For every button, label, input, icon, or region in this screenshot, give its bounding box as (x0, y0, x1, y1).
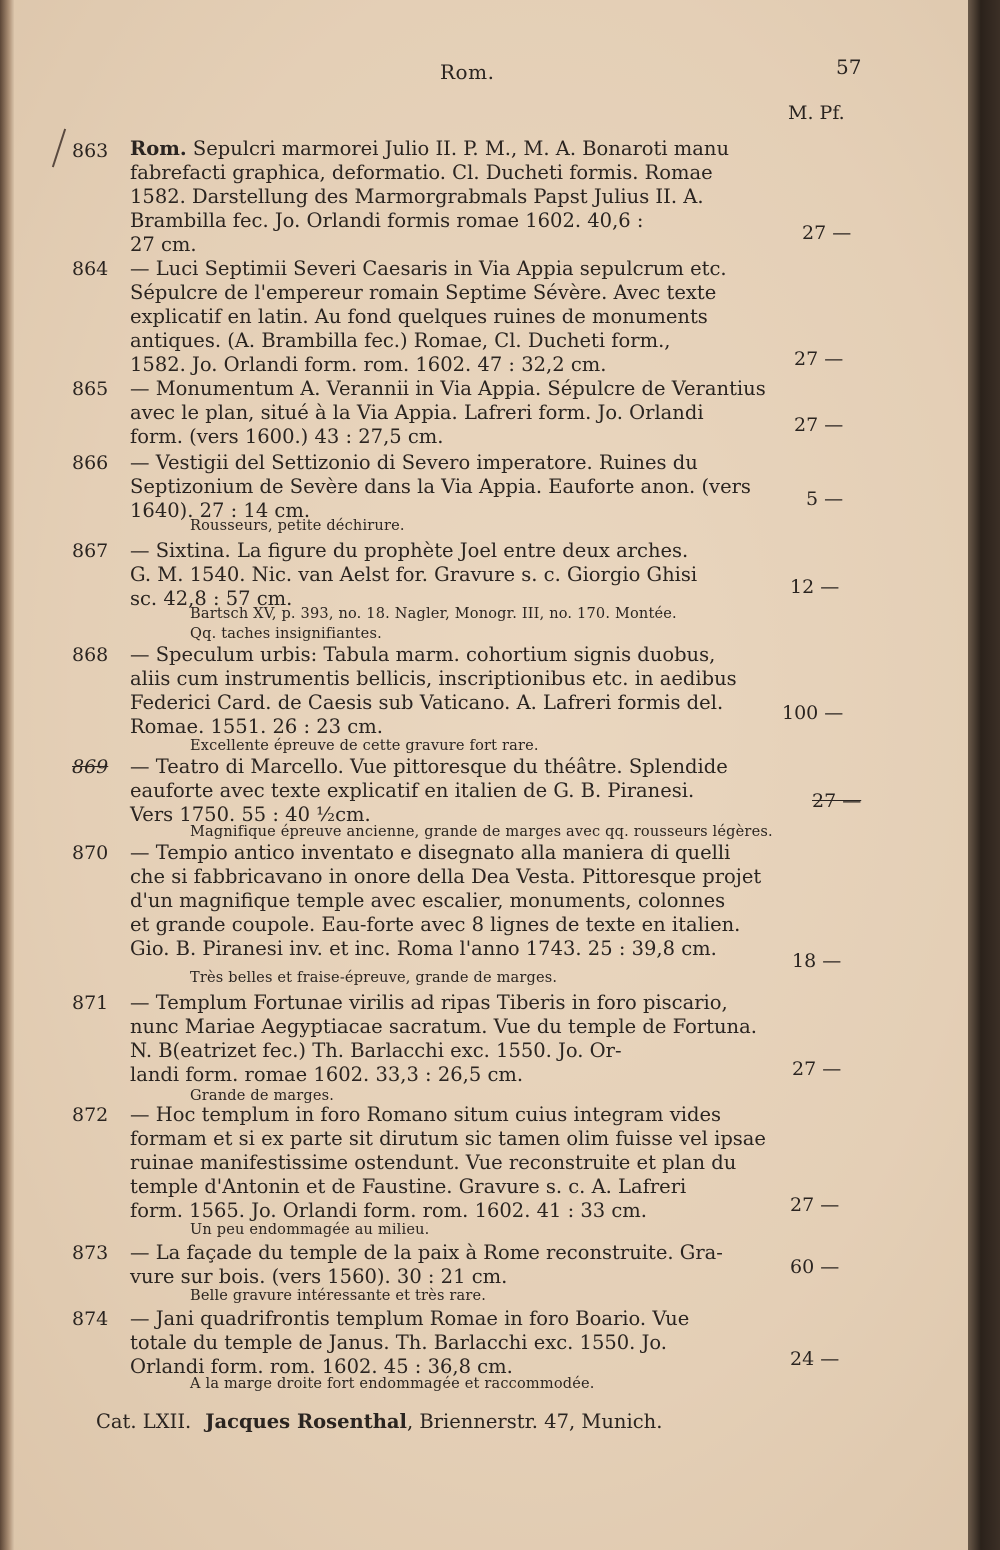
entry-number: 871 (72, 992, 109, 1014)
entry-line: ruinae manifestissime ostendunt. Vue reconstruite et plan du (130, 1151, 737, 1174)
entry-line: — Monumentum A. Verannii in Via Appia. Sépulcre de Verantius (130, 377, 766, 400)
entry-number: 866 (72, 452, 109, 474)
entry-note: Excellente épreuve de cette gravure fort rare. (190, 738, 539, 754)
entry-price: 60 — (790, 1256, 840, 1278)
entry-line: form. 1565. Jo. Orlandi form. rom. 1602. 41 : 33 cm. (130, 1199, 647, 1222)
dealer-name: Jacques Rosenthal (205, 1410, 407, 1433)
entry-line: Romae. 1551. 26 : 23 cm. (130, 715, 383, 738)
entry-line: Vers 1750. 55 : 40 ½cm. (130, 803, 371, 826)
entry-note: Belle gravure intéressante et très rare. (190, 1288, 487, 1304)
entry-number: 863 (72, 140, 109, 162)
entry-line: — Luci Septimii Severi Caesaris in Via Appia sepulcrum etc. (130, 257, 727, 280)
catalog-footer (96, 1410, 662, 1433)
entry-price: 27 — (794, 348, 844, 370)
entry-number: 868 (72, 644, 109, 666)
entry-line: G. M. 1540. Nic. van Aelst for. Gravure s. c. Giorgio Ghisi (130, 563, 698, 586)
entry-line: et grande coupole. Eau-forte avec 8 lignes de texte en italien. (130, 913, 741, 936)
entry-note: Qq. taches insignifiantes. (190, 626, 382, 642)
margin-pencil-mark (52, 129, 66, 168)
entry-number: 867 (72, 540, 109, 562)
entry-price: 24 — (790, 1348, 840, 1370)
entry-line: — Teatro di Marcello. Vue pittoresque du théâtre. Splendide (130, 755, 728, 778)
entry-note: Magnifique épreuve ancienne, grande de marges avec qq. rousseurs légères. (190, 824, 773, 840)
entry-line: 1582. Darstellung des Marmorgrabmals Papst Julius II. A. (130, 185, 704, 208)
entry-line: Brambilla fec. Jo. Orlandi formis romae 1602. 40,6 : (130, 209, 644, 232)
entry-line: Septizonium de Sevère dans la Via Appia. Eauforte anon. (vers (130, 475, 751, 498)
entry-line: — La façade du temple de la paix à Rome reconstruite. Gra- (130, 1241, 723, 1264)
entry-line: che si fabbricavano in onore della Dea Vesta. Pittoresque projet (130, 865, 762, 888)
entry-note: Bartsch XV, p. 393, no. 18. Nagler, Monogr. III, no. 170. Montée. (190, 606, 677, 622)
entry-line: N. B(eatrizet fec.) Th. Barlacchi exc. 1550. Jo. Or- (130, 1039, 622, 1062)
entry-line: 1640). 27 : 14 cm. (130, 499, 311, 522)
catalog-number: Cat. LXII. (96, 1410, 192, 1433)
entry-line: nunc Mariae Aegyptiacae sacratum. Vue du temple de Fortuna. (130, 1015, 757, 1038)
entry-line: Sépulcre de l'empereur romain Septime Sévère. Avec texte (130, 281, 717, 304)
entry-price: 27 — (790, 1194, 840, 1216)
entry-note: Grande de marges. (190, 1088, 335, 1104)
entry-line: — Vestigii del Settizonio di Severo imperatore. Ruines du (130, 451, 698, 474)
entry-note: A la marge droite fort endommagée et raccommodée. (190, 1376, 595, 1392)
entry-line: 1582. Jo. Orlandi form. rom. 1602. 47 : 32,2 cm. (130, 353, 607, 376)
entry-number: 872 (72, 1104, 109, 1126)
entry-price: 27 — (792, 1058, 842, 1080)
entry-price: 18 — (792, 950, 842, 972)
entry-price: 27 — (812, 790, 862, 812)
entry-number: 869 (72, 756, 109, 778)
entry-line: d'un magnifique temple avec escalier, monuments, colonnes (130, 889, 726, 912)
entry-number: 873 (72, 1242, 109, 1264)
book-binding (0, 0, 14, 1550)
entry-line: — Hoc templum in foro Romano situm cuius integram vides (130, 1103, 722, 1126)
entry-line: — Tempio antico inventato e disegnato alla maniera di quelli (130, 841, 731, 864)
entry-line: 27 cm. (130, 233, 197, 256)
entry-line: temple d'Antonin et de Faustine. Gravure s. c. A. Lafreri (130, 1175, 687, 1198)
entry-line: Gio. B. Piranesi inv. et inc. Roma l'anno 1743. 25 : 39,8 cm. (130, 937, 717, 960)
entry-number: 874 (72, 1308, 109, 1330)
entry-price: 12 — (790, 576, 840, 598)
entry-line: — Jani quadrifrontis templum Romae in foro Boario. Vue (130, 1307, 690, 1330)
entry-price: 5 — (806, 488, 844, 510)
entry-line: totale du temple de Janus. Th. Barlacchi exc. 1550. Jo. (130, 1331, 667, 1354)
entry-line: form. (vers 1600.) 43 : 27,5 cm. (130, 425, 444, 448)
entry-line: — Speculum urbis: Tabula marm. cohortium signis duobus, (130, 643, 716, 666)
entry-line: sc. 42,8 : 57 cm. (130, 587, 293, 610)
entry-line: explicatif en latin. Au fond quelques ruines de monuments (130, 305, 708, 328)
entry-number: 865 (72, 378, 109, 400)
entry-line: fabrefacti graphica, deformatio. Cl. Ducheti formis. Romae (130, 161, 713, 184)
entry-number: 864 (72, 258, 109, 280)
page-title: Rom. (440, 60, 495, 84)
entry-line: landi form. romae 1602. 33,3 : 26,5 cm. (130, 1063, 524, 1086)
entry-heading-word: Rom. (130, 137, 187, 160)
entry-price: 27 — (802, 222, 852, 244)
entry-number: 870 (72, 842, 109, 864)
entry-price: 27 — (794, 414, 844, 436)
book-page-edge (968, 0, 1000, 1550)
entry-note: Très belles et fraise-épreuve, grande de marges. (190, 970, 558, 986)
entry-note: Un peu endommagée au milieu. (190, 1222, 430, 1238)
entry-line: avec le plan, situé à la Via Appia. Lafreri form. Jo. Orlandi (130, 401, 704, 424)
entry-line: formam et si ex parte sit dirutum sic tamen olim fuisse vel ipsae (130, 1127, 766, 1150)
entry-line: aliis cum instrumentis bellicis, inscriptionibus etc. in aedibus (130, 667, 737, 690)
entry-line: Rom. Sepulcri marmorei Julio II. P. M., M. A. Bonaroti manu (130, 137, 730, 160)
entry-line: vure sur bois. (vers 1560). 30 : 21 cm. (130, 1265, 508, 1288)
entry-line: — Templum Fortunae virilis ad ripas Tiberis in foro piscario, (130, 991, 728, 1014)
dealer-address: , Briennerstr. 47, Munich. (406, 1410, 663, 1433)
entry-line: eauforte avec texte explicatif en italien de G. B. Piranesi. (130, 779, 695, 802)
page-number: 57 (836, 55, 862, 79)
entry-line: Federici Card. de Caesis sub Vaticano. A. Lafreri formis del. (130, 691, 724, 714)
entry-line: antiques. (A. Brambilla fec.) Romae, Cl. Ducheti form., (130, 329, 671, 352)
entry-note: Rousseurs, petite déchirure. (190, 518, 405, 534)
entry-price: 100 — (782, 702, 844, 724)
entry-line: — Sixtina. La figure du prophète Joel entre deux arches. (130, 539, 689, 562)
currency-header: M. Pf. (788, 102, 845, 124)
entry-line: Orlandi form. rom. 1602. 45 : 36,8 cm. (130, 1355, 513, 1378)
